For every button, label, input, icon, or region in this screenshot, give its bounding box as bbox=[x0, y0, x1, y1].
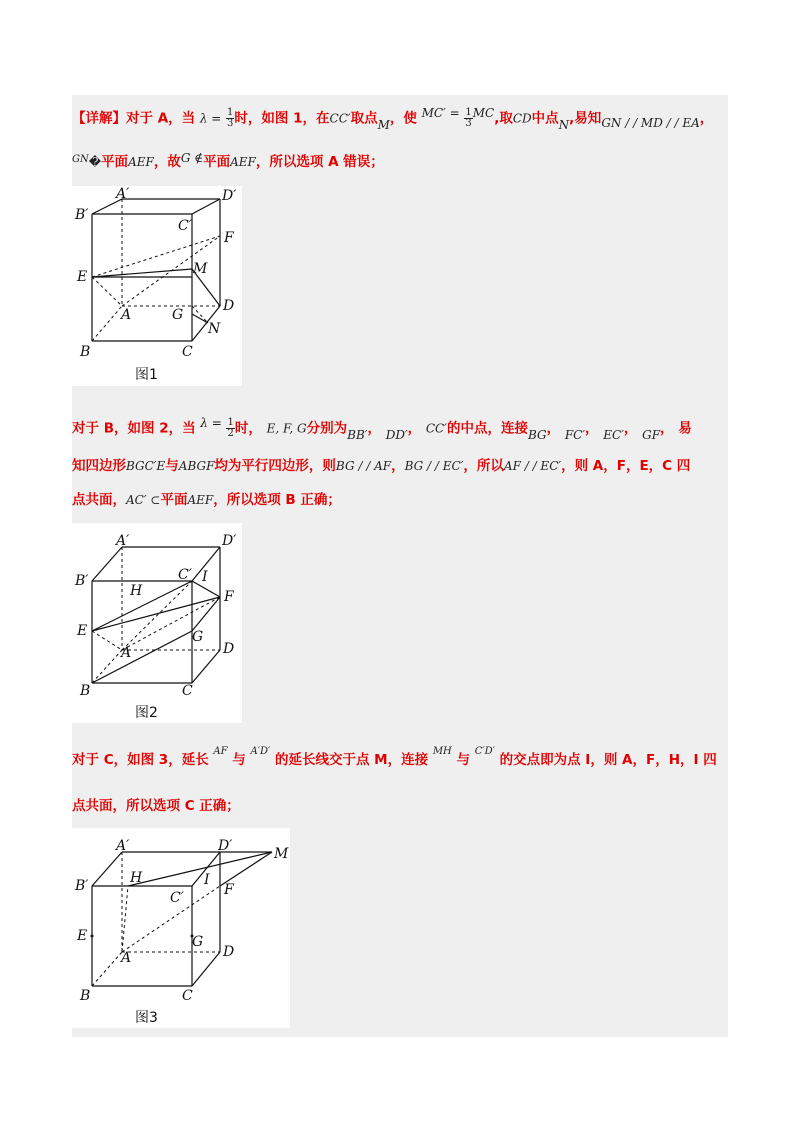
para-b-line-3 bbox=[72, 490, 728, 510]
text: ，所以 bbox=[463, 458, 504, 474]
label-i: I bbox=[204, 872, 210, 888]
math: AEF bbox=[230, 155, 256, 169]
figure-3-diagram bbox=[72, 828, 290, 1028]
fraction-denominator: 2 bbox=[227, 428, 234, 439]
text: ，故 bbox=[153, 154, 181, 170]
figure-1-diagram bbox=[72, 186, 242, 386]
fraction bbox=[464, 108, 472, 129]
text: 平面 bbox=[160, 492, 188, 508]
text: ，则 A，F，E，C 四 bbox=[561, 458, 691, 474]
text: 时，如图 1，在 bbox=[234, 110, 330, 127]
figure-caption: 图3 bbox=[135, 1010, 158, 1026]
math: GN / / MD / / EA bbox=[601, 115, 700, 130]
label-h: H bbox=[130, 870, 143, 886]
label-f: F bbox=[224, 230, 234, 246]
math: ABGF bbox=[178, 459, 215, 473]
para-a-line-2 bbox=[72, 152, 728, 174]
label-c: C bbox=[182, 344, 193, 360]
text: 的中点，连接 bbox=[446, 420, 528, 437]
math: AEF bbox=[128, 155, 154, 169]
figure-2-diagram bbox=[72, 523, 242, 723]
fraction-denominator: 3 bbox=[465, 118, 472, 129]
math: λ = bbox=[199, 111, 222, 126]
math: AF bbox=[213, 746, 228, 757]
math: E, F, G bbox=[266, 421, 307, 436]
label-d: D bbox=[223, 641, 235, 657]
edge bbox=[192, 314, 208, 323]
text: 对于 B，如图 2，当 bbox=[72, 420, 196, 437]
text: 点共面， bbox=[72, 492, 126, 508]
edge bbox=[92, 852, 122, 886]
label-g: G bbox=[172, 307, 184, 323]
math: C′D′ bbox=[474, 746, 495, 757]
text: ，所以选项 B 正确； bbox=[213, 492, 341, 508]
edge bbox=[92, 631, 192, 683]
label-b: B bbox=[80, 683, 91, 699]
label-c-prime: C′ bbox=[170, 890, 184, 906]
label-a: A bbox=[121, 950, 132, 966]
text: ， 易 bbox=[660, 420, 692, 437]
math: BG / / AF bbox=[335, 459, 392, 473]
edge bbox=[92, 597, 220, 631]
edge bbox=[192, 952, 220, 986]
text: ， bbox=[391, 458, 405, 474]
label-a: A bbox=[121, 645, 132, 661]
hidden-edge bbox=[92, 952, 122, 986]
detail-tag: 【详解】 bbox=[72, 110, 126, 127]
label-d: D bbox=[223, 298, 235, 314]
label-d: D bbox=[223, 944, 235, 960]
hidden-edge bbox=[92, 650, 122, 683]
text: ， bbox=[407, 420, 422, 437]
label-d-prime: D′ bbox=[222, 533, 237, 549]
fraction-numerator: 1 bbox=[227, 107, 234, 118]
edge bbox=[192, 597, 220, 631]
text: 与 bbox=[232, 752, 246, 768]
text: ， bbox=[585, 420, 599, 437]
label-e: E bbox=[77, 928, 88, 944]
edge bbox=[192, 199, 220, 214]
figure-3 bbox=[72, 828, 290, 1028]
label-b-prime: B′ bbox=[75, 573, 89, 589]
label-i: I bbox=[202, 569, 208, 585]
label-h: H bbox=[130, 583, 143, 599]
label-e: E bbox=[77, 623, 88, 639]
hidden-edge bbox=[92, 631, 122, 650]
figure-1 bbox=[72, 186, 242, 386]
para-b-line-1 bbox=[72, 415, 728, 442]
label-a-prime: A′ bbox=[116, 838, 130, 854]
math: DD′ bbox=[385, 427, 408, 442]
label-m: M bbox=[274, 846, 289, 862]
label-b: B bbox=[80, 344, 91, 360]
math: GF bbox=[642, 427, 661, 442]
para-b-line-2 bbox=[72, 456, 728, 476]
label-g: G bbox=[192, 934, 204, 950]
text: ， bbox=[623, 420, 638, 437]
label-e: E bbox=[77, 269, 88, 285]
math: BGC′E bbox=[126, 459, 166, 473]
math: MC bbox=[472, 105, 495, 120]
label-c: C bbox=[182, 988, 193, 1004]
text: 对于 A，当 bbox=[126, 110, 196, 127]
figure-caption: 图2 bbox=[135, 705, 158, 721]
text: 对于 C，如图 3，延长 bbox=[72, 752, 209, 768]
label-g: G bbox=[192, 629, 204, 645]
hidden-edge bbox=[192, 306, 208, 323]
edge bbox=[92, 269, 192, 277]
math: G ∉ bbox=[180, 151, 204, 165]
label-n: N bbox=[208, 321, 221, 337]
math: BG bbox=[527, 427, 547, 442]
text: 中点 bbox=[531, 110, 559, 127]
label-c-prime: C′ bbox=[178, 567, 192, 583]
para-c-line-1 bbox=[72, 746, 728, 772]
text: 与 bbox=[456, 752, 470, 768]
hidden-edge bbox=[92, 277, 122, 306]
label-d-prime: D′ bbox=[218, 838, 233, 854]
label-d-prime: D′ bbox=[222, 188, 237, 204]
math: CD bbox=[512, 111, 532, 126]
label-m: M bbox=[193, 261, 208, 277]
math: N bbox=[558, 117, 570, 132]
label-a-prime: A′ bbox=[116, 186, 130, 202]
text: 分别为 bbox=[306, 420, 348, 437]
text: 点共面，所以选项 C 正确； bbox=[72, 798, 240, 814]
text: 时， bbox=[234, 420, 262, 437]
fraction bbox=[226, 418, 234, 439]
label-c: C bbox=[182, 683, 193, 699]
text: 平面 bbox=[203, 154, 231, 170]
text: ， bbox=[546, 420, 561, 437]
math: BG / / EC′ bbox=[404, 459, 464, 473]
text: ， bbox=[367, 420, 381, 437]
text: ， bbox=[699, 110, 714, 127]
missing-glyph: � bbox=[88, 155, 102, 169]
label-f: F bbox=[224, 882, 234, 898]
edge bbox=[128, 852, 272, 886]
text: 取点 bbox=[350, 110, 378, 127]
math: MC′ = bbox=[421, 105, 460, 120]
fraction-numerator: 1 bbox=[227, 417, 234, 428]
figure-caption: 图1 bbox=[135, 367, 158, 383]
label-f: F bbox=[224, 589, 234, 605]
label-c-prime: C′ bbox=[178, 218, 192, 234]
math: λ = bbox=[200, 415, 222, 430]
text: ,取 bbox=[494, 110, 513, 127]
label-b-prime: B′ bbox=[75, 878, 89, 894]
edge bbox=[220, 852, 272, 886]
text: 知四边形 bbox=[72, 458, 126, 474]
fraction-denominator: 3 bbox=[227, 118, 234, 129]
text: ，所以选项 A 错误； bbox=[255, 154, 384, 170]
math: MH bbox=[432, 746, 452, 757]
math: M bbox=[377, 117, 390, 132]
math: AC′ ⊂ bbox=[126, 493, 161, 507]
math: GN bbox=[72, 154, 89, 165]
hidden-edge bbox=[92, 306, 122, 341]
label-a: A bbox=[121, 307, 132, 323]
text: 与 bbox=[165, 458, 179, 474]
label-a-prime: A′ bbox=[116, 533, 130, 549]
para-a-line-1 bbox=[72, 105, 728, 132]
math: CC′ bbox=[425, 421, 447, 436]
text: 均为平行四边形，则 bbox=[214, 458, 336, 474]
para-c-line-2 bbox=[72, 796, 728, 816]
math: FC′ bbox=[564, 427, 586, 442]
text: ，使 bbox=[389, 110, 417, 127]
label-b: B bbox=[80, 988, 91, 1004]
text: ,易知 bbox=[569, 110, 602, 127]
edge bbox=[92, 547, 122, 581]
text: 的交点即为点 I，则 A，F，H，I 四 bbox=[499, 752, 717, 768]
math: CC′ bbox=[329, 111, 351, 126]
label-b-prime: B′ bbox=[75, 207, 89, 223]
math: A′D′ bbox=[250, 746, 271, 757]
point-e bbox=[91, 935, 94, 938]
figure-2 bbox=[72, 523, 242, 723]
edge bbox=[192, 650, 220, 683]
math: BB′ bbox=[347, 427, 368, 442]
math: AEF bbox=[187, 493, 214, 507]
text: 平面 bbox=[101, 154, 129, 170]
hidden-edge bbox=[122, 886, 128, 952]
text: 的延长线交于点 M，连接 bbox=[274, 752, 429, 768]
math: EC′ bbox=[603, 427, 624, 442]
fraction-numerator: 1 bbox=[465, 107, 472, 118]
math: AF / / EC′ bbox=[503, 459, 562, 473]
